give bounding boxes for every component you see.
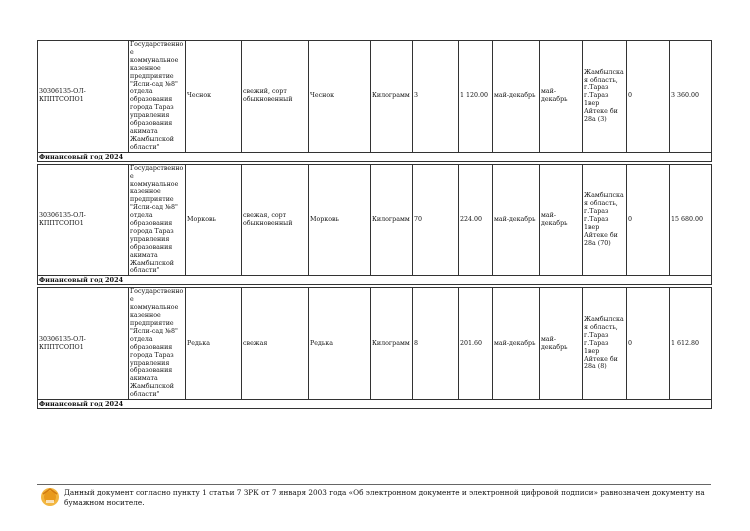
sum-cell: 3 360.00 [670,41,712,153]
legal-notice: Данный документ согласно пункту 1 статьи 7 ЗРК от 7 января 2003 года «Об электронном документе и электронной цифровой подписи» равнозначен документу на бумажном носителе. [64,488,705,507]
characteristic-cell: свежий, сорт обыкновенный [242,41,309,153]
quantity-cell: 3 [413,41,459,153]
seal-icon [39,485,61,507]
financial-year-row [38,276,712,285]
financial-year-label: Финансовый год 2024 [38,152,712,161]
customer-cell: Государственное коммунальное казенное предприятие "Ясли-сад №8" отдела образования города Тараз управления образования акимата Жамбылской области" [129,41,186,153]
sum-cell: 1 612.80 [670,288,712,400]
advance-cell: 0 [627,164,670,276]
unit-cell: Килограмм [371,288,413,400]
table-row [38,41,712,153]
period-cell: май-декабрь [493,164,540,276]
procurement-table-section [37,40,711,409]
place-cell: Жамбылская область, г.Тараз г.Тараз 1вер Айтеке би 28а (3) [583,41,627,153]
code-cell: 30306135-ОЛ-КППТСОПО1 [38,41,129,153]
quantity-cell: 8 [413,288,459,400]
document-footer [37,484,711,507]
customer-cell: Государственное коммунальное казенное предприятие "Ясли-сад №8" отдела образования города Тараз управления образования акимата Жамбылской области" [129,164,186,276]
delivery-period-cell: май-декабрь [540,164,583,276]
unit-cell: Килограмм [371,41,413,153]
short-name-cell: Редька [309,288,371,400]
advance-cell: 0 [627,41,670,153]
price-cell: 224.00 [459,164,493,276]
delivery-period-cell: май-декабрь [540,41,583,153]
short-name-cell: Морковь [309,164,371,276]
financial-year-row [38,152,712,161]
customer-cell: Государственное коммунальное казенное предприятие "Ясли-сад №8" отдела образования города Тараз управления образования акимата Жамбылской области" [129,288,186,400]
characteristic-cell: свежая, сорт обыкновенный [242,164,309,276]
price-cell: 1 120.00 [459,41,493,153]
quantity-cell: 70 [413,164,459,276]
name-cell: Редька [186,288,242,400]
financial-year-label: Финансовый год 2024 [38,400,712,409]
place-cell: Жамбылская область, г.Тараз г.Тараз 1вер Айтеке би 28а (8) [583,288,627,400]
financial-year-label: Финансовый год 2024 [38,276,712,285]
table-row [38,164,712,276]
advance-cell: 0 [627,288,670,400]
short-name-cell: Чеснок [309,41,371,153]
period-cell: май-декабрь [493,288,540,400]
name-cell: Морковь [186,164,242,276]
code-cell: 30306135-ОЛ-КППТСОПО1 [38,288,129,400]
table-row [38,288,712,400]
price-cell: 201.60 [459,288,493,400]
financial-year-row [38,400,712,409]
sum-cell: 15 680.00 [670,164,712,276]
code-cell: 30306135-ОЛ-КППТСОПО1 [38,164,129,276]
period-cell: май-декабрь [493,41,540,153]
name-cell: Чеснок [186,41,242,153]
delivery-period-cell: май-декабрь [540,288,583,400]
characteristic-cell: свежая [242,288,309,400]
procurement-table [37,40,712,409]
place-cell: Жамбылская область, г.Тараз г.Тараз 1вер Айтеке би 28а (70) [583,164,627,276]
unit-cell: Килограмм [371,164,413,276]
